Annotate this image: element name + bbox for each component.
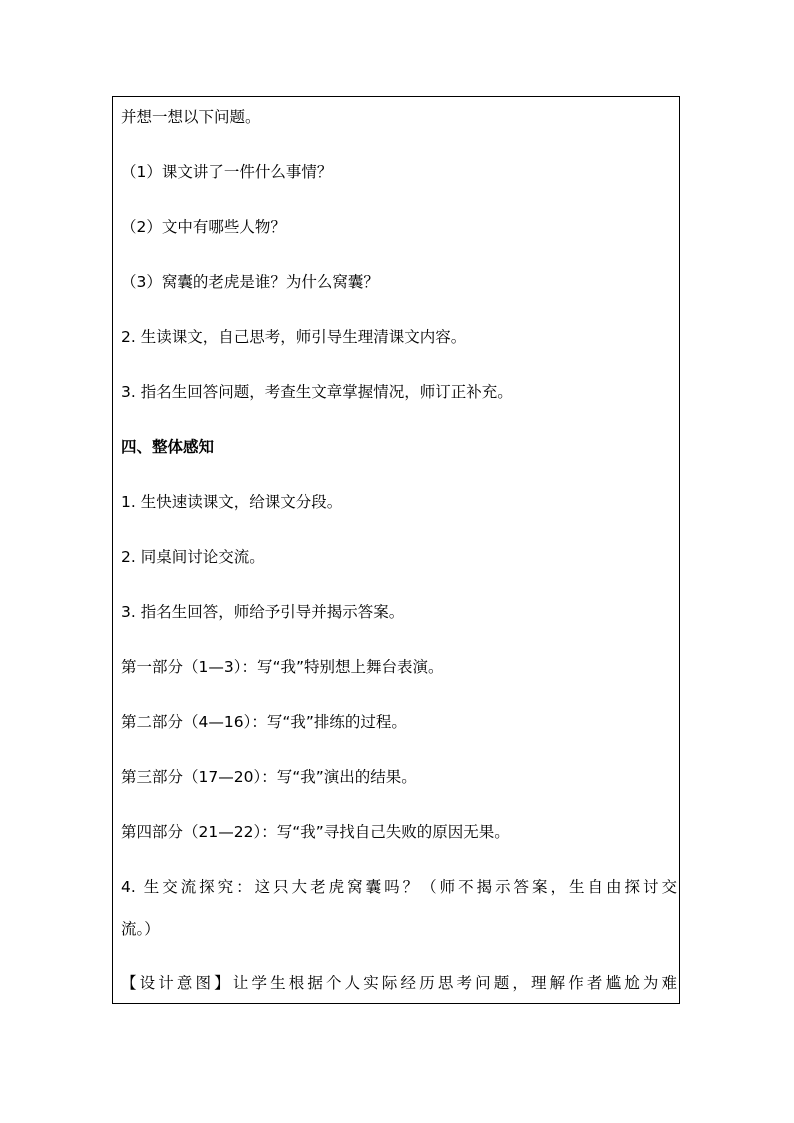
perception-step-4: 4. 生交流探究：这只大老虎窝囊吗？（师不揭示答案，生自由探讨交 <box>121 878 677 896</box>
design-intent: 【设计意图】让学生根据个人实际经历思考问题，理解作者尴尬为难 <box>121 974 677 992</box>
question-3: （3）窝囊的老虎是谁？为什么窝囊？ <box>121 273 379 291</box>
question-2: （2）文中有哪些人物？ <box>121 218 286 236</box>
perception-step-2: 2. 同桌间讨论交流。 <box>121 548 265 566</box>
part-3: 第三部分（17—20）：写“我”演出的结果。 <box>121 768 417 786</box>
section-heading: 四、整体感知 <box>121 438 215 456</box>
perception-step-4-continued: 流。） <box>121 920 160 938</box>
perception-step-1: 1. 生快速读课文，给课文分段。 <box>121 493 343 511</box>
part-4: 第四部分（21—22）：写“我”寻找自己失败的原因无果。 <box>121 823 510 841</box>
step-3: 3. 指名生回答问题，考查生文章掌握情况，师订正补充。 <box>121 383 513 401</box>
step-2: 2. 生读课文，自己思考，师引导生理清课文内容。 <box>121 328 467 346</box>
part-1: 第一部分（1—3）：写“我”特别想上舞台表演。 <box>121 658 444 676</box>
part-2: 第二部分（4—16）：写“我”排练的过程。 <box>121 713 407 731</box>
question-1: （1）课文讲了一件什么事情？ <box>121 163 333 181</box>
perception-step-3: 3. 指名生回答，师给予引导并揭示答案。 <box>121 603 405 621</box>
text-line-intro: 并想一想以下问题。 <box>121 108 261 126</box>
